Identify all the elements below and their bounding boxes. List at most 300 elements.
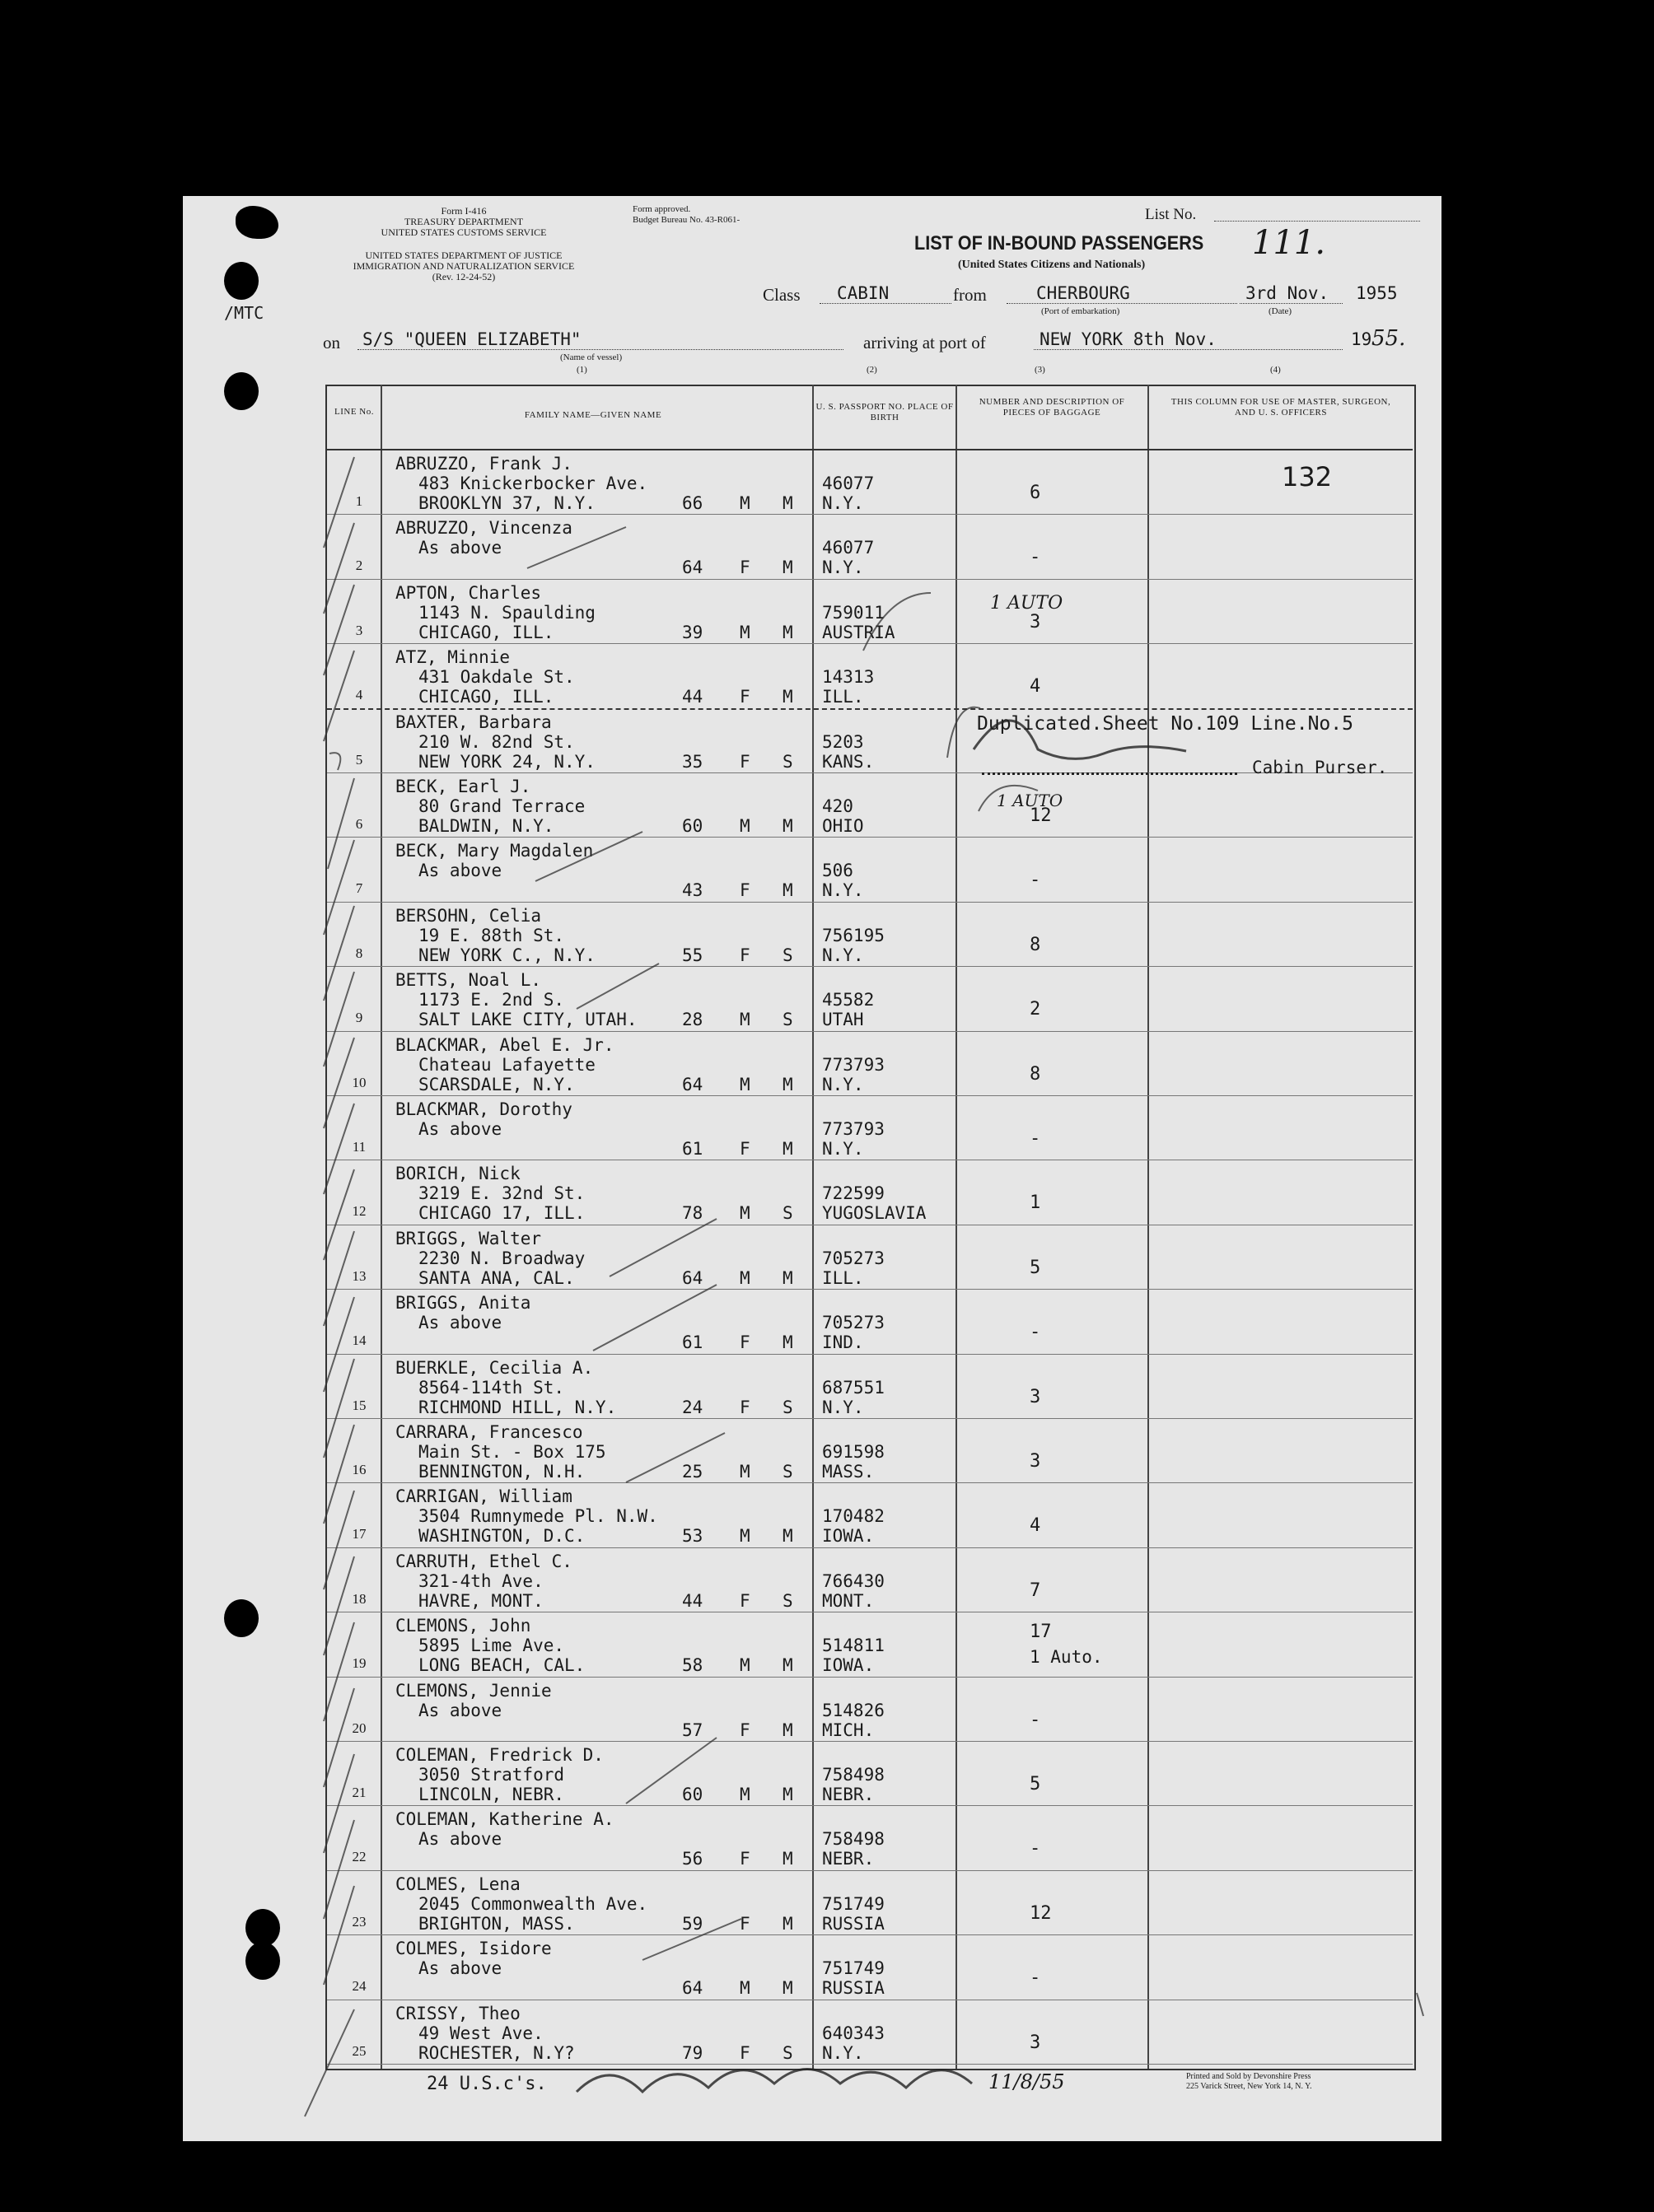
row-address-1: 5895 Lime Ave.: [418, 1636, 565, 1655]
row-marital-status: M: [783, 1914, 793, 1934]
row-sex: F: [740, 880, 750, 900]
row-family-name: COLEMAN, Fredrick D.: [395, 1745, 604, 1765]
row-passport-number: 420: [822, 796, 853, 816]
row-baggage: 12: [1030, 805, 1052, 826]
table-row: [0, 1870, 1654, 1934]
row-birthplace: ILL.: [822, 1268, 864, 1288]
row-birthplace: N.Y.: [822, 493, 864, 513]
col-header-baggage: NUMBER AND DESCRIPTION OF PIECES OF BAGGAGE: [979, 397, 1125, 418]
row-marital-status: S: [783, 1398, 793, 1417]
row-family-name: CARRARA, Francesco: [395, 1422, 583, 1442]
document-title: LIST OF IN-BOUND PASSENGERS: [914, 232, 1204, 254]
table-row: [0, 1741, 1654, 1805]
class-label: Class: [763, 285, 801, 305]
row-passport-number: 5203: [822, 732, 864, 752]
row-passport-number: 640343: [822, 2023, 885, 2043]
officer-number: 132: [1282, 461, 1333, 492]
row-line-number: 7: [355, 880, 363, 896]
row-address-2: WASHINGTON, D.C.: [418, 1526, 586, 1546]
row-baggage: 3: [1030, 1387, 1041, 1407]
side-note: /MTC: [224, 303, 264, 323]
row-address-2: BRIGHTON, MASS.: [418, 1914, 575, 1934]
vessel-value: S/S "QUEEN ELIZABETH": [362, 329, 582, 349]
row-birthplace: ILL.: [822, 687, 864, 707]
row-baggage: 7: [1030, 1580, 1041, 1601]
footer-total: 24 U.S.c's.: [427, 2074, 547, 2094]
row-baggage: 2: [1030, 999, 1041, 1020]
row-address-1: 210 W. 82nd St.: [418, 732, 575, 752]
row-address-1: 321-4th Ave.: [418, 1571, 544, 1591]
row-line-number: 24: [352, 1978, 367, 1994]
row-age: 44: [682, 1591, 703, 1611]
date-value: 3rd Nov.: [1245, 283, 1329, 303]
row-birthplace: KANS.: [822, 752, 875, 772]
row-age: 64: [682, 558, 703, 577]
row-address-2: RICHMOND HILL, N.Y.: [418, 1398, 617, 1417]
row-birthplace: N.Y.: [822, 2043, 864, 2063]
row-passport-number: 773793: [822, 1055, 885, 1075]
from-label: from: [953, 285, 987, 305]
row-address-1: As above: [418, 538, 502, 558]
table-row: [0, 1482, 1654, 1547]
row-address-2: SCARSDALE, N.Y.: [418, 1075, 575, 1094]
row-address-2: BENNINGTON, N.H.: [418, 1462, 586, 1482]
row-birthplace: IOWA.: [822, 1526, 875, 1546]
row-passport-number: 756195: [822, 926, 885, 945]
row-age: 35: [682, 752, 703, 772]
table-row: [0, 1418, 1654, 1482]
row-sex: F: [740, 2043, 750, 2063]
row-sex: M: [740, 1268, 750, 1288]
table-row: [0, 514, 1654, 578]
table-row: [0, 1225, 1654, 1289]
date-line: [1240, 303, 1343, 304]
row-line-number: 15: [352, 1398, 367, 1413]
row-line-number: 18: [352, 1591, 367, 1607]
row-baggage: 8: [1030, 935, 1041, 955]
row-sex: F: [740, 1398, 750, 1417]
row-age: 57: [682, 1720, 703, 1740]
row-address-1: 483 Knickerbocker Ave.: [418, 474, 648, 493]
row-baggage: 4: [1030, 1515, 1041, 1536]
row-birthplace: N.Y.: [822, 945, 864, 965]
row-age: 79: [682, 2043, 703, 2063]
row-age: 56: [682, 1849, 703, 1869]
row-marital-status: M: [783, 1849, 793, 1869]
row-line-number: 12: [352, 1203, 367, 1219]
arriving-line: [1034, 349, 1343, 350]
row-sex: M: [740, 1978, 750, 1998]
duplicate-purser: Cabin Purser.: [1252, 758, 1388, 777]
row-sex: F: [740, 558, 750, 577]
row-family-name: ABRUZZO, Vincenza: [395, 518, 572, 538]
row-address-2: LINCOLN, NEBR.: [418, 1785, 565, 1804]
row-passport-number: 687551: [822, 1378, 885, 1398]
table-row: [0, 902, 1654, 966]
row-sex: F: [740, 1914, 750, 1934]
row-address-2: CHICAGO, ILL.: [418, 687, 554, 707]
arriving-year-value: 55.: [1371, 326, 1406, 351]
row-sex: F: [740, 687, 750, 707]
row-birthplace: AUSTRIA: [822, 623, 895, 642]
row-birthplace: NEBR.: [822, 1849, 875, 1869]
row-sex: M: [740, 1462, 750, 1482]
row-address-1: 1143 N. Spaulding: [418, 603, 596, 623]
row-family-name: BRIGGS, Anita: [395, 1293, 531, 1313]
table-row: [0, 450, 1654, 514]
col-header-line: LINE No.: [334, 407, 374, 417]
row-family-name: CARRUTH, Ethel C.: [395, 1552, 572, 1571]
row-family-name: COLMES, Lena: [395, 1874, 521, 1894]
row-baggage: 17: [1030, 1622, 1052, 1642]
row-address-2: LONG BEACH, CAL.: [418, 1655, 586, 1675]
vessel-line: [357, 349, 843, 350]
row-age: 61: [682, 1332, 703, 1352]
row-address-1: 3050 Stratford: [418, 1765, 565, 1785]
row-line-number: 6: [355, 816, 363, 832]
row-age: 25: [682, 1462, 703, 1482]
row-age: 64: [682, 1978, 703, 1998]
col1-marker: (1): [577, 365, 587, 375]
row-passport-number: 722599: [822, 1183, 885, 1203]
approval-block: [633, 204, 740, 226]
row-rule: [327, 2064, 1413, 2065]
row-baggage: -: [1030, 1710, 1041, 1730]
row-age: 61: [682, 1139, 703, 1159]
table-row: [0, 1612, 1654, 1676]
row-passport-number: 758498: [822, 1829, 885, 1849]
row-birthplace: MICH.: [822, 1720, 875, 1740]
doj-block: [311, 250, 616, 282]
row-line-number: 10: [352, 1075, 367, 1090]
row-line-number: 16: [352, 1462, 367, 1477]
row-sex: M: [740, 1526, 750, 1546]
table-row: [0, 1677, 1654, 1741]
row-family-name: BUERKLE, Cecilia A.: [395, 1358, 594, 1378]
table-row: [0, 708, 1654, 772]
row-line-number: 23: [352, 1914, 367, 1930]
row-line-number: 9: [355, 1010, 363, 1025]
row-address-1: 3219 E. 32nd St.: [418, 1183, 586, 1203]
row6-baggage-note: 1 AUTO: [997, 791, 1063, 810]
row-birthplace: OHIO: [822, 816, 864, 836]
col-header-name: FAMILY NAME—GIVEN NAME: [524, 410, 662, 420]
col3-marker: (3): [1035, 365, 1045, 375]
list-no-line: [1214, 221, 1420, 222]
col-header-officers: THIS COLUMN FOR USE OF MASTER, SURGEON, AND U. S. OFFICERS: [1170, 397, 1391, 418]
row-sex: F: [740, 752, 750, 772]
row-address-1: Chateau Lafayette: [418, 1055, 596, 1075]
row-baggage: -: [1030, 1128, 1041, 1149]
row-line-number: 14: [352, 1332, 367, 1348]
row-family-name: BECK, Earl J.: [395, 777, 531, 796]
row-sex: M: [740, 1075, 750, 1094]
table-row: [0, 1805, 1654, 1869]
row-baggage: -: [1030, 1322, 1041, 1342]
row-address-1: As above: [418, 1119, 502, 1139]
class-line: [820, 303, 951, 304]
row-birthplace: N.Y.: [822, 558, 864, 577]
row-passport-number: 705273: [822, 1313, 885, 1332]
row-line-number: 22: [352, 1849, 367, 1864]
printer-line: 225 Varick Street, New York 14, N. Y.: [1186, 2082, 1312, 2091]
row-address-2: CHICAGO 17, ILL.: [418, 1203, 586, 1223]
row-passport-number: 705273: [822, 1248, 885, 1268]
year-value: 1955: [1356, 283, 1398, 303]
row-baggage: 8: [1030, 1064, 1041, 1085]
form-line: Form I-416: [441, 205, 487, 217]
list-no-label: List No.: [1145, 206, 1197, 223]
row-address-2: BROOKLYN 37, N.Y.: [418, 493, 596, 513]
row-line-number: 21: [352, 1785, 367, 1800]
form-number-block: [353, 206, 575, 238]
row-marital-status: M: [783, 1075, 793, 1094]
table-row: [0, 966, 1654, 1030]
footer-date: 11/8/55: [988, 2070, 1065, 2093]
row-address-2: NEW YORK 24, N.Y.: [418, 752, 596, 772]
row-age: 66: [682, 493, 703, 513]
document-subtitle: (United States Citizens and Nationals): [958, 259, 1146, 271]
row-birthplace: N.Y.: [822, 1075, 864, 1094]
form-line: UNITED STATES CUSTOMS SERVICE: [381, 226, 547, 238]
table-row: [0, 772, 1654, 837]
row-line-number: 1: [355, 493, 363, 509]
row-baggage: 6: [1030, 483, 1041, 503]
form-line: TREASURY DEPARTMENT: [404, 216, 524, 227]
row-address-2: NEW YORK C., N.Y.: [418, 945, 596, 965]
row-birthplace: N.Y.: [822, 1139, 864, 1159]
row-address-1: 19 E. 88th St.: [418, 926, 565, 945]
row-family-name: BETTS, Noal L.: [395, 970, 542, 990]
row-birthplace: RUSSIA: [822, 1914, 885, 1934]
printer-imprint: [1186, 2072, 1312, 2092]
row-age: 43: [682, 880, 703, 900]
row-sex: F: [740, 1591, 750, 1611]
row-sex: M: [740, 816, 750, 836]
punch-hole: [224, 372, 259, 410]
row-marital-status: M: [783, 1655, 793, 1675]
from-value: CHERBOURG: [1036, 283, 1130, 303]
table-row: [0, 1289, 1654, 1353]
row-marital-status: S: [783, 1462, 793, 1482]
row-baggage: -: [1030, 1838, 1041, 1859]
list-no-value: 111.: [1252, 224, 1326, 262]
row-address-1: As above: [418, 861, 502, 880]
row-birthplace: N.Y.: [822, 880, 864, 900]
table-row: [0, 579, 1654, 643]
row-line-number: 17: [352, 1526, 367, 1542]
row-passport-number: 766430: [822, 1571, 885, 1591]
row-passport-number: 751749: [822, 1958, 885, 1978]
row-birthplace: MASS.: [822, 1462, 875, 1482]
row-family-name: BORICH, Nick: [395, 1164, 521, 1183]
row-family-name: BAXTER, Barbara: [395, 712, 552, 732]
row-line-number: 20: [352, 1720, 367, 1736]
punch-hole: [224, 262, 259, 300]
row-passport-number: 14313: [822, 667, 875, 687]
row-family-name: BERSOHN, Celia: [395, 906, 542, 926]
row-address-1: 3504 Rumnymede Pl. N.W.: [418, 1506, 658, 1526]
row-sex: F: [740, 945, 750, 965]
row-age: 78: [682, 1203, 703, 1223]
table-row: [0, 1095, 1654, 1160]
row-passport-number: 691598: [822, 1442, 885, 1462]
row-baggage: 12: [1030, 1903, 1052, 1924]
duplicate-purser-dots: [982, 772, 1237, 775]
row-age: 59: [682, 1914, 703, 1934]
row-address-1: 49 West Ave.: [418, 2023, 544, 2043]
table-row: [0, 837, 1654, 901]
row-line-number: 2: [355, 558, 363, 573]
row-marital-status: S: [783, 945, 793, 965]
row-baggage: -: [1030, 547, 1041, 567]
row-marital-status: M: [783, 623, 793, 642]
row-sex: F: [740, 1332, 750, 1352]
row-address-1: As above: [418, 1958, 502, 1978]
row-baggage: 4: [1030, 676, 1041, 697]
row-birthplace: N.Y.: [822, 1398, 864, 1417]
duplicate-note: Duplicated.Sheet No.109 Line.No.5: [977, 713, 1353, 735]
row-marital-status: S: [783, 1203, 793, 1223]
row-marital-status: M: [783, 687, 793, 707]
row-line-number: 3: [355, 623, 363, 638]
row-passport-number: 514826: [822, 1701, 885, 1720]
row-birthplace: IND.: [822, 1332, 864, 1352]
table-row: [0, 1934, 1654, 1999]
class-value: CABIN: [837, 283, 890, 303]
row-marital-status: M: [783, 1526, 793, 1546]
row-marital-status: M: [783, 493, 793, 513]
row-address-1: Main St. - Box 175: [418, 1442, 606, 1462]
row-age: 53: [682, 1526, 703, 1546]
row-sex: M: [740, 1785, 750, 1804]
row-birthplace: IOWA.: [822, 1655, 875, 1675]
port-embarkation-caption: (Port of embarkation): [1041, 306, 1120, 316]
row-marital-status: M: [783, 1332, 793, 1352]
row-marital-status: M: [783, 816, 793, 836]
doj-line: (Rev. 12-24-52): [432, 271, 496, 282]
row-baggage: -: [1030, 1967, 1041, 1988]
row-marital-status: M: [783, 1720, 793, 1740]
row-age: 60: [682, 1785, 703, 1804]
row-family-name: APTON, Charles: [395, 583, 542, 603]
row-passport-number: 46077: [822, 538, 875, 558]
row-passport-number: 773793: [822, 1119, 885, 1139]
row-age: 24: [682, 1398, 703, 1417]
row-passport-number: 758498: [822, 1765, 885, 1785]
row-line-number: 4: [355, 687, 363, 702]
table-row: [0, 643, 1654, 707]
row-baggage: 1: [1030, 1192, 1041, 1213]
row-sex: F: [740, 1720, 750, 1740]
row-line-number: 13: [352, 1268, 367, 1284]
row-family-name: BLACKMAR, Dorothy: [395, 1099, 572, 1119]
row-address-2: ROCHESTER, N.Y?: [418, 2043, 575, 2063]
printer-line: Printed and Sold by Devonshire Press: [1186, 2072, 1311, 2081]
row-sex: M: [740, 493, 750, 513]
row-marital-status: M: [783, 558, 793, 577]
row-baggage: 5: [1030, 1774, 1041, 1794]
row-age: 55: [682, 945, 703, 965]
row-birthplace: RUSSIA: [822, 1978, 885, 1998]
row-marital-status: S: [783, 1010, 793, 1029]
row-sex: F: [740, 1139, 750, 1159]
arriving-value: NEW YORK 8th Nov.: [1040, 329, 1217, 349]
row-family-name: COLEMAN, Katherine A.: [395, 1809, 614, 1829]
row-passport-number: 45582: [822, 990, 875, 1010]
arriving-year-prefix: 19: [1351, 329, 1372, 349]
row-address-1: 2045 Commonwealth Ave.: [418, 1894, 648, 1914]
col2-marker: (2): [867, 365, 877, 375]
table-row: [0, 1160, 1654, 1224]
row-passport-number: 759011: [822, 603, 885, 623]
row-age: 64: [682, 1075, 703, 1094]
row-family-name: ABRUZZO, Frank J.: [395, 454, 572, 474]
table-row: [0, 1354, 1654, 1418]
row-passport-number: 751749: [822, 1894, 885, 1914]
on-label: on: [323, 333, 340, 352]
approval-line: Budget Bureau No. 43-R061-: [633, 215, 741, 225]
row-address-1: 80 Grand Terrace: [418, 796, 586, 816]
row-baggage: -: [1030, 870, 1041, 890]
row-marital-status: M: [783, 1268, 793, 1288]
table-row: [0, 1031, 1654, 1095]
row-family-name: BRIGGS, Walter: [395, 1229, 542, 1248]
row-marital-status: M: [783, 880, 793, 900]
row-birthplace: NEBR.: [822, 1785, 875, 1804]
row-line-number: 11: [352, 1139, 367, 1155]
row-address-2: HAVRE, MONT.: [418, 1591, 544, 1611]
row-family-name: BLACKMAR, Abel E. Jr.: [395, 1035, 614, 1055]
row-age: 39: [682, 623, 703, 642]
vessel-caption: (Name of vessel): [560, 352, 623, 362]
row-birthplace: MONT.: [822, 1591, 875, 1611]
row-address-2: CHICAGO, ILL.: [418, 623, 554, 642]
approval-line: Form approved.: [633, 204, 691, 214]
row-baggage: 5: [1030, 1258, 1041, 1278]
row-marital-status: M: [783, 1978, 793, 1998]
table-row: [0, 1547, 1654, 1612]
row-family-name: CARRIGAN, William: [395, 1486, 572, 1506]
row-passport-number: 506: [822, 861, 853, 880]
row-birthplace: UTAH: [822, 1010, 864, 1029]
row-marital-status: M: [783, 1785, 793, 1804]
row-address-2: SANTA ANA, CAL.: [418, 1268, 575, 1288]
col4-marker: (4): [1270, 365, 1281, 375]
row-line-number: 5: [355, 752, 363, 768]
arriving-label: arriving at port of: [863, 333, 986, 352]
row-line-number: 19: [352, 1655, 367, 1671]
row-marital-status: S: [783, 1591, 793, 1611]
row-age: 60: [682, 816, 703, 836]
row-family-name: CLEMONS, John: [395, 1616, 531, 1636]
col-header-passport: U. S. PASSPORT NO. PLACE OF BIRTH: [815, 402, 954, 422]
row-age: 64: [682, 1268, 703, 1288]
row-age: 28: [682, 1010, 703, 1029]
row-passport-number: 170482: [822, 1506, 885, 1526]
row-address-1: 8564-114th St.: [418, 1378, 565, 1398]
row-address-2: SALT LAKE CITY, UTAH.: [418, 1010, 638, 1029]
date-caption: (Date): [1269, 306, 1292, 316]
row-family-name: COLMES, Isidore: [395, 1939, 552, 1958]
row-sex: M: [740, 623, 750, 642]
row-family-name: CRISSY, Theo: [395, 2004, 521, 2023]
row-address-1: As above: [418, 1313, 502, 1332]
row-line-number: 25: [352, 2043, 367, 2059]
row-age: 44: [682, 687, 703, 707]
row-sex: M: [740, 1655, 750, 1675]
row-passport-number: 514811: [822, 1636, 885, 1655]
